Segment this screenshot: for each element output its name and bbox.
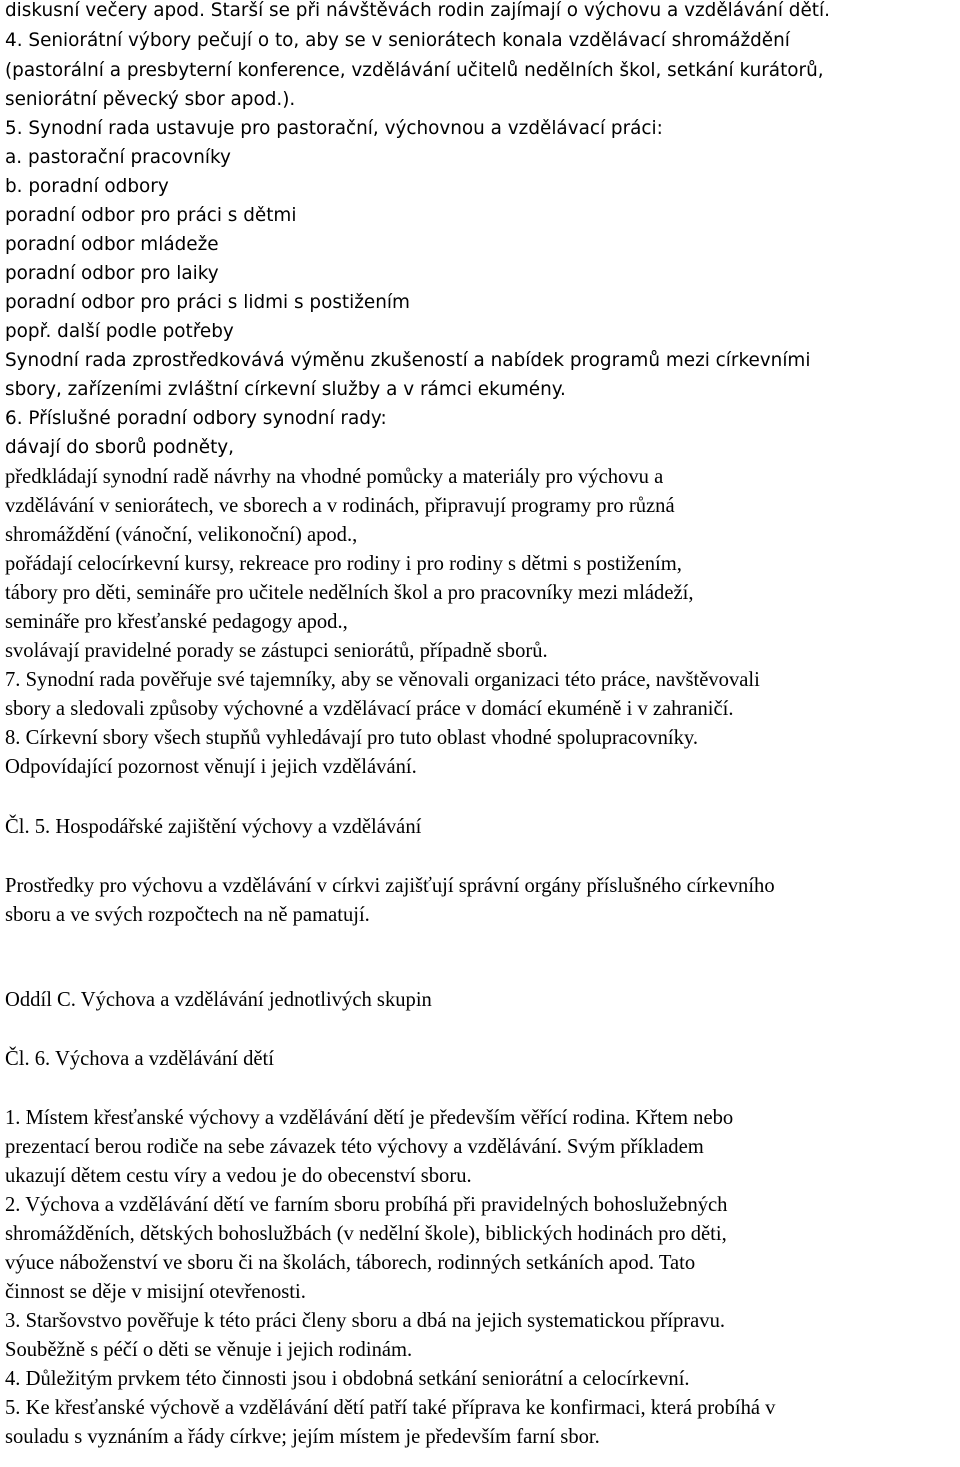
text-line: výuce náboženství ve sboru či na školách, táborech, rodinných setkáních apod. Tato — [5, 1252, 696, 1274]
text-line: 4. Seniorátní výbory pečují o to, aby se v seniorátech konala vzdělávací shromáždění — [5, 30, 790, 51]
text-line: Oddíl C. Výchova a vzdělávání jednotlivých skupin — [5, 989, 432, 1011]
text-line: poradní odbor pro práci s lidmi s postižením — [5, 292, 410, 313]
text-line: Čl. 5. Hospodářské zajištění výchovy a vzdělávání — [5, 816, 422, 838]
text-line: 2. Výchova a vzdělávání dětí ve farním sboru probíhá při pravidelných bohoslužebných — [5, 1194, 728, 1216]
text-line: 6. Příslušné poradní odbory synodní rady: — [5, 408, 387, 429]
text-line: 3. Staršovstvo pověřuje k této práci členy sboru a dbá na jejich systematickou přípravu. — [5, 1310, 726, 1332]
text-line: 4. Důležitým prvkem této činnosti jsou i obdobná setkání seniorátní a celocírkevní. — [5, 1368, 690, 1390]
text-line: 7. Synodní rada pověřuje své tajemníky, aby se věnovali organizaci této práce, navštěvovali — [5, 669, 760, 691]
text-line: seniorátní pěvecký sbor apod.). — [5, 89, 296, 110]
text-line: tábory pro děti, semináře pro učitele nedělních škol a pro pracovníky mezi mládeží, — [5, 582, 694, 604]
text-line: (pastorální a presbyterní konference, vzdělávání učitelů nedělních škol, setkání kurátorů, — [5, 60, 824, 81]
text-line: činnost se děje v misijní otevřenosti. — [5, 1281, 306, 1303]
text-line: Odpovídající pozornost věnují i jejich vzdělávání. — [5, 756, 417, 778]
text-line: souladu s vyznáním a řády církve; jejím místem je především farní sbor. — [5, 1426, 600, 1448]
text-line: sbory, zařízeními zvláštní církevní služby a v rámci ekumény. — [5, 379, 566, 400]
text-line: 5. Ke křesťanské výchově a vzdělávání dětí patří také příprava ke konfirmaci, která probíhá v — [5, 1397, 776, 1419]
text-line: předkládají synodní radě návrhy na vhodné pomůcky a materiály pro výchovu a — [5, 466, 664, 488]
text-line: shromáždění (vánoční, velikonoční) apod., — [5, 524, 358, 546]
text-line: dávají do sborů podněty, — [5, 437, 235, 458]
text-line: svolávají pravidelné porady se zástupci seniorátů, případně sborů. — [5, 640, 548, 662]
text-line: 8. Církevní sbory všech stupňů vyhledávají pro tuto oblast vhodné spolupracovníky. — [5, 727, 699, 749]
text-line: b. poradní odbory — [5, 176, 169, 197]
text-line: popř. další podle potřeby — [5, 321, 234, 342]
text-line: Synodní rada zprostředkovává výměnu zkušeností a nabídek programů mezi církevními — [5, 350, 811, 371]
text-line: vzdělávání v seniorátech, ve sborech a v rodinách, připravují programy pro různá — [5, 495, 675, 517]
text-line: 5. Synodní rada ustavuje pro pastorační, výchovnou a vzdělávací práci: — [5, 118, 663, 139]
text-line: diskusní večery apod. Starší se při návštěvách rodin zajímají o výchovu a vzdělávání dětí. — [5, 0, 830, 21]
text-line: poradní odbor pro laiky — [5, 263, 219, 284]
text-line: poradní odbor mládeže — [5, 234, 219, 255]
text-line: sbory a sledovali způsoby výchovné a vzdělávací práce v domácí ekuméně i v zahraničí. — [5, 698, 734, 720]
text-line: ukazují dětem cestu víry a vedou je do obecenství sboru. — [5, 1165, 472, 1187]
text-line: Čl. 6. Výchova a vzdělávání dětí — [5, 1048, 274, 1070]
text-line: poradní odbor pro práci s dětmi — [5, 205, 297, 226]
text-line: a. pastorační pracovníky — [5, 147, 231, 168]
text-line: shromážděních, dětských bohoslužbách (v nedělní škole), biblických hodinách pro děti, — [5, 1223, 727, 1245]
text-line: sboru a ve svých rozpočtech na ně pamatují. — [5, 904, 370, 926]
text-line: semináře pro křesťanské pedagogy apod., — [5, 611, 348, 633]
text-line: Souběžně s péčí o děti se věnuje i jejich rodinám. — [5, 1339, 413, 1361]
text-line: 1. Místem křesťanské výchovy a vzdělávání dětí je především věřící rodina. Křtem nebo — [5, 1107, 734, 1129]
text-line: pořádají celocírkevní kursy, rekreace pro rodiny i pro rodiny s dětmi s postižením, — [5, 553, 682, 575]
text-line: Prostředky pro výchovu a vzdělávání v církvi zajišťují správní orgány příslušného církevního — [5, 875, 775, 897]
text-line: prezentací berou rodiče na sebe závazek této výchovy a vzdělávání. Svým příkladem — [5, 1136, 704, 1158]
